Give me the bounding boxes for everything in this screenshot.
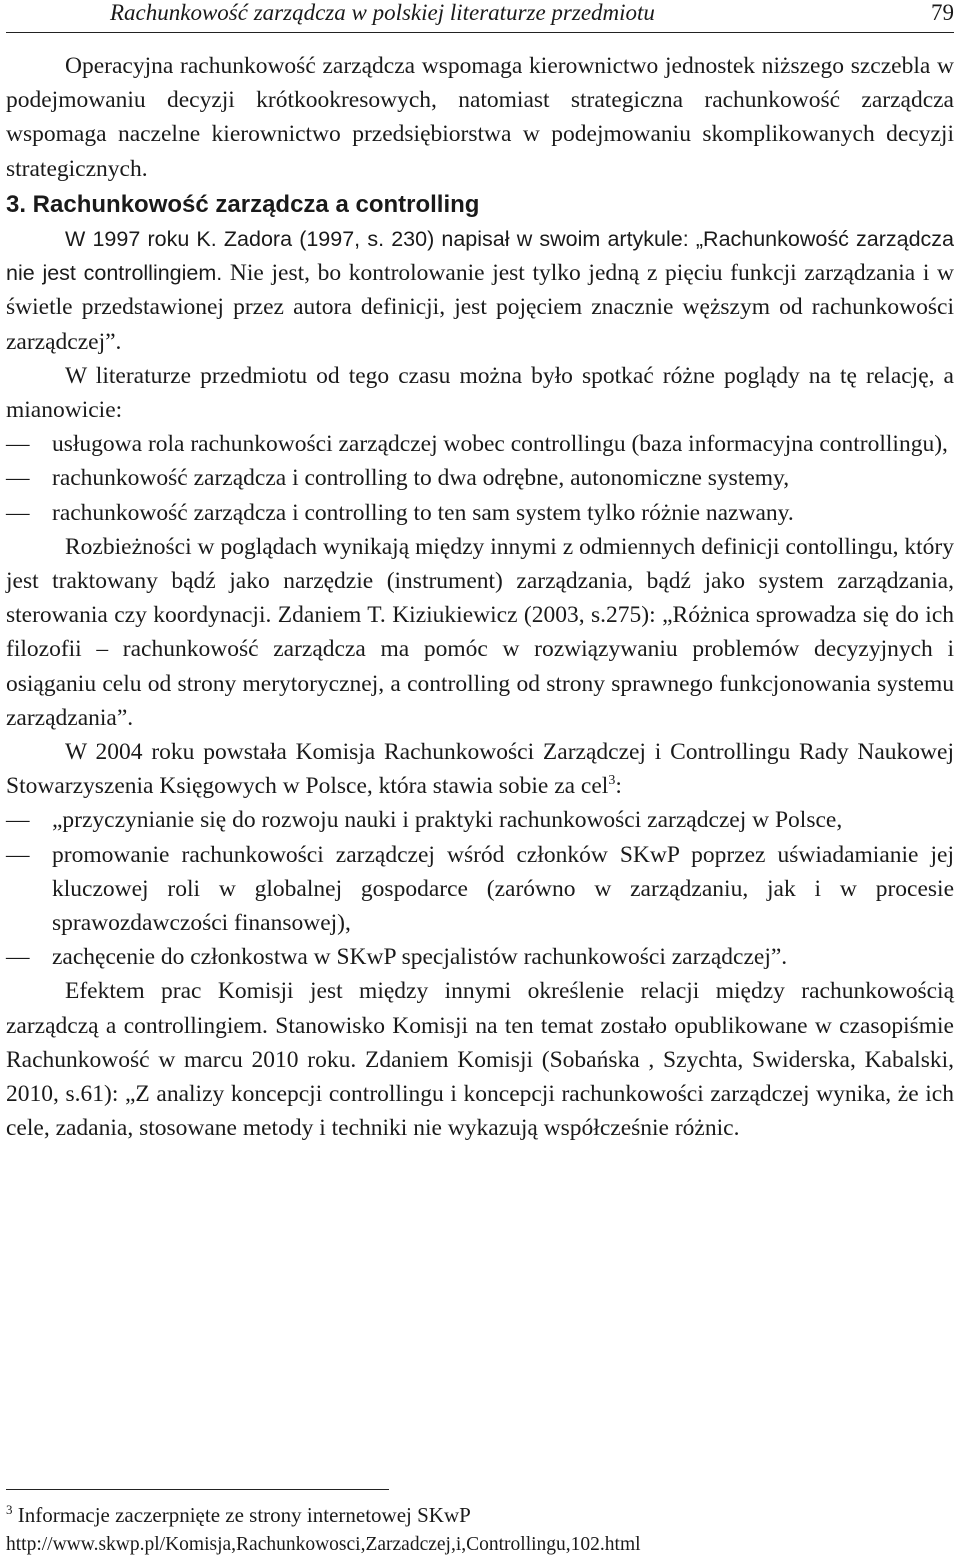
list-item: — „przyczynianie się do rozwoju nauki i praktyki rachunkowości zarządczej w Polsce, — [6, 803, 954, 837]
footnote-line — [6, 1503, 471, 1527]
paragraph-2 — [6, 222, 954, 359]
paragraph-5-end: : — [615, 773, 622, 800]
footnote-ref[interactable]: 3 — [608, 773, 616, 789]
list-item: — rachunkowość zarządcza i controlling to dwa odrębne, autonomiczne systemy, — [6, 461, 954, 495]
section-heading: 3. Rachunkowość zarządcza a controlling — [6, 190, 480, 218]
paragraph-3: W literaturze przedmiotu od tego czasu można było spotkać różne poglądy na tę relację, a mianowicie: — [6, 362, 954, 424]
footnote-number: 3 — [6, 1502, 13, 1517]
page-number: 79 — [931, 0, 954, 25]
paragraph-5-text: W 2004 roku powstała Komisja Rachunkowości Zarządczej i Controllingu Rady Naukowej Stowarzyszenia Księgowych w Polsce, która stawia sobie za cel — [6, 739, 954, 800]
views-list — [6, 427, 954, 530]
goals-list — [6, 803, 954, 974]
paragraph-2-sans-part: W 1997 roku K. Zadora (1997, s. 230) napisał w swoim artykule: „Rachunkowość zarządcza nie jest controllingiem. — [6, 227, 954, 286]
list-item: — rachunkowość zarządcza i controlling to ten sam system tylko różnie nazwany. — [6, 496, 954, 530]
body-text — [6, 49, 954, 1146]
footnote-rule — [6, 1489, 389, 1490]
paragraph-4: Rozbieżności w poglądach wynikają między innymi z odmiennych definicji contollingu, który jest traktowany bądź jako narzędzie (instrument) zarządzania, bądź jako system zarządzania, sterowania czy koordynacji. Zdaniem T. Kiziukiewicz (2003, s.275): „Różnica sprowadza się do ich filozofii – rachunkowość zarządcza ma pomóc w rozwiązywaniu problemów decyzyjnych i osiąganiu celu od strony merytorycznej, a controlling od strony sprawnego funkcjonowania systemu zarządzania”. — [6, 533, 954, 731]
paragraph-2-rest: Nie jest, bo kontrolowanie jest tylko jedną z pięciu funkcji zarządzania i w świetle przedstawionej przez autora definicji, jest pojęciem znacznie węższym od rachunkowości zarządczej”. — [6, 260, 954, 355]
paragraph-6: Efektem prac Komisji jest między innymi określenie relacji między rachunkowością zarządczą a controllingiem. Stanowisko Komisji na ten temat zostało opublikowane w czasopiśmie Rachunkowość w marcu 2010 roku. Zdaniem Komisji (Sobańska , Szychta, Swiderska, Kabalski, 2010, s.61): „Z analizy koncepcji controllingu i koncepcji rachunkowości zarządczej wynika, że ich cele, zadania, stosowane metody i techniki nie wykazują współcześnie różnic. — [6, 978, 954, 1142]
header-rule — [6, 32, 954, 33]
footnote-url-link[interactable]: http://www.skwp.pl/Komisja,Rachunkowosci,Zarzadczej,i,Controllingu,102.html — [6, 1534, 641, 1555]
list-item: — promowanie rachunkowości zarządczej wśród członków SKwP poprzez uświadamianie jej kluczowej roli w globalnej gospodarce (zarówno w zarządzaniu, jak i w procesie sprawozdawczości finansowej), — [6, 838, 954, 941]
paragraph-1: Operacyjna rachunkowość zarządcza wspomaga kierownictwo jednostek niższego szczebla w podejmowaniu decyzji krótkookresowych, natomiast strategiczna rachunkowość zarządcza wspomaga naczelne kierownictwo przedsiębiorstwa w podejmowaniu skomplikowanych decyzji strategicznych. — [6, 53, 954, 182]
running-head-title: Rachunkowość zarządcza w polskiej literaturze przedmiotu — [110, 0, 655, 25]
paragraph-5 — [6, 735, 954, 803]
running-head — [110, 0, 954, 30]
list-item: — usługowa rola rachunkowości zarządczej wobec controllingu (baza informacyjna controllingu), — [6, 427, 954, 461]
footnote — [6, 1500, 954, 1560]
list-item: — zachęcenie do członkostwa w SKwP specjalistów rachunkowości zarządczej”. — [6, 940, 954, 974]
footnote-text: Informacje zaczerpnięte ze strony internetowej SKwP — [12, 1503, 471, 1527]
